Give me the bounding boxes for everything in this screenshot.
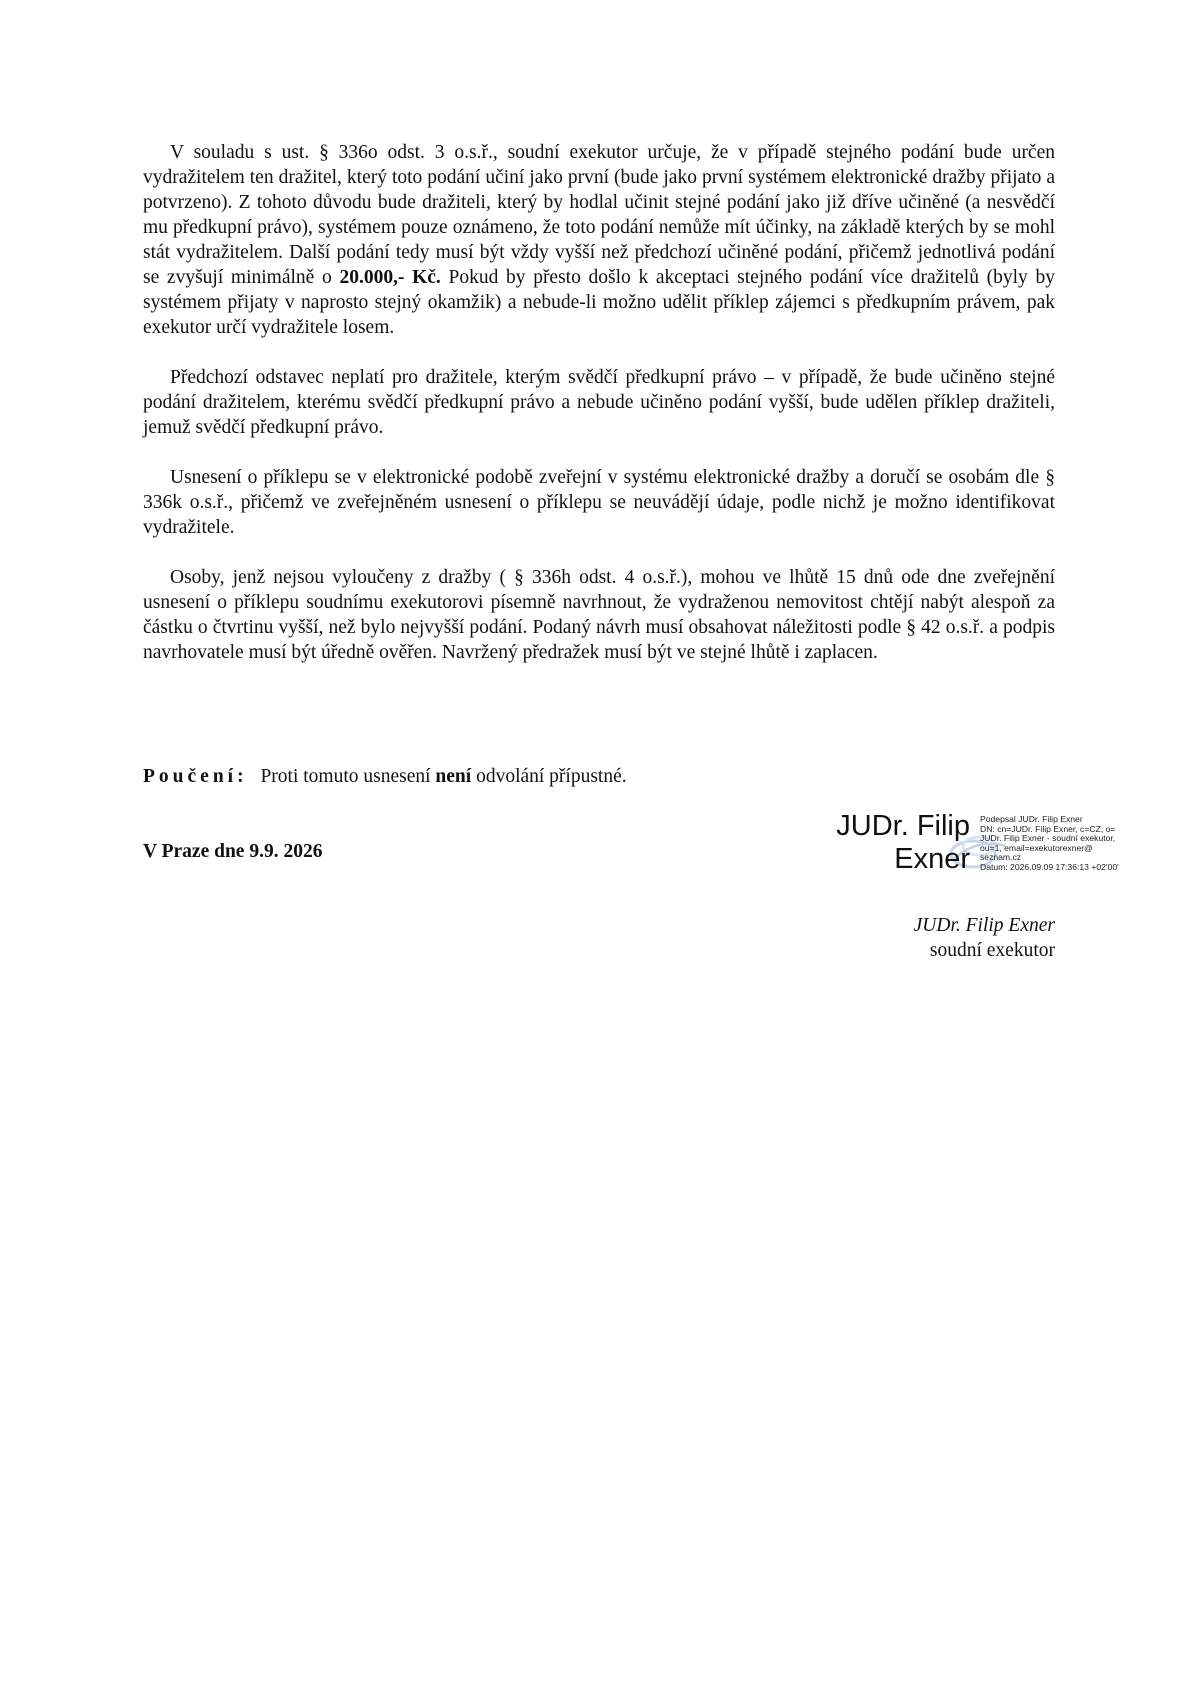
paragraph-text: Předchozí odstavec neplatí pro dražitele, kterým svědčí předkupní právo – v případě, že bude učiněno stejné podání dražitelem, kterému svědčí předkupní právo a nebude učiněno podání vyšší, bude udělen příklep dražiteli, jemuž svědčí předkupní právo. — [143, 367, 1055, 438]
signature-details — [980, 815, 1140, 873]
paragraph-text: Pokud by přesto došlo k akceptaci stejného podání více dražitelů (byly by systémem přijaty v naprosto stejný okamžik) a nebude-li možno udělit příklep zájemci s předkupním právem, pak exekutor určí vydražitele losem. — [143, 267, 1055, 338]
signature-detail-line: JUDr. Filip Exner - soudní exekutor, — [980, 833, 1116, 844]
instruction-line — [143, 764, 627, 789]
signature-detail-line: Podepsal JUDr. Filip Exner — [980, 814, 1083, 824]
signature-name-line-1: JUDr. Filip — [836, 810, 970, 842]
signer-name: JUDr. Filip Exner — [913, 915, 1055, 936]
paragraph-1 — [143, 140, 1055, 340]
signature-detail-line: Datum: 2026.09.09 17:36:13 +02'00' — [980, 861, 1119, 872]
signature-name — [830, 810, 970, 876]
instruction-text-end: odvolání přípustné. — [471, 766, 627, 787]
paragraph-4 — [143, 565, 1055, 665]
signer-title: soudní exekutor — [929, 940, 1055, 961]
paragraph-3 — [143, 465, 1055, 540]
paragraph-bold-amount: 20.000,- Kč. — [339, 267, 441, 288]
document-body — [143, 140, 1055, 690]
instruction-text: Proti tomuto usnesení — [260, 766, 436, 787]
signature-detail-line: DN: cn=JUDr. Filip Exner, c=CZ, o= — [980, 823, 1116, 834]
signature-detail-line: ou=1, email=exekutorexner@ — [980, 842, 1093, 853]
place-and-date: V Praze dne 9.9. 2026 — [143, 841, 323, 862]
paragraph-2 — [143, 365, 1055, 440]
signature-detail-line: seznam.cz — [980, 852, 1022, 863]
digital-signature — [830, 810, 1130, 885]
instruction-bold-word: není — [435, 766, 472, 787]
signature-name-line-2: Exner — [894, 843, 970, 875]
paragraph-text: Osoby, jenž nejsou vyloučeny z dražby ( § 336h odst. 4 o.s.ř.), mohou ve lhůtě 15 dnů ode dne zveřejnění usnesení o příklepu soudnímu exekutorovi písemně navrhnout, že vydraženou nemovitost chtějí nabýt alespoň za částku o čtvrtinu vyšší, než bylo nejvyšší podání. Podaný návrh musí obsahovat náležitosti podle § 42 o.s.ř. a podpis navrhovatele musí být úředně ověřen. Navržený předražek musí být ve stejné lhůtě i zaplacen. — [143, 567, 1055, 663]
instruction-label: Poučení: — [143, 766, 248, 787]
paragraph-text: V souladu s ust. § 336o odst. 3 o.s.ř., soudní exekutor určuje, že v případě stejného podání bude určen vydražitelem ten dražitel, který toto podání učiní jako první (bude jako první systémem elektronické dražby přijato a potvrzeno). Z tohoto důvodu bude dražiteli, který by hodlal učinit stejné podání jako již dříve učiněné (a nesvědčí mu předkupní právo), systémem pouze oznámeno, že toto podání nemůže mít účinky, na základě kterých by se mohl stát vydražitelem. Další podání tedy musí být vždy vyšší než předchozí učiněné podání, přičemž jednotlivá podání se zvyšují minimálně o — [143, 142, 1055, 288]
paragraph-text: Usnesení o příklepu se v elektronické podobě zveřejní v systému elektronické dražby a doručí se osobám dle § 336k o.s.ř., přičemž ve zveřejněném usnesení o příklepu se neuvádějí údaje, podle nichž je možno identifikovat vydražitele. — [143, 467, 1055, 538]
